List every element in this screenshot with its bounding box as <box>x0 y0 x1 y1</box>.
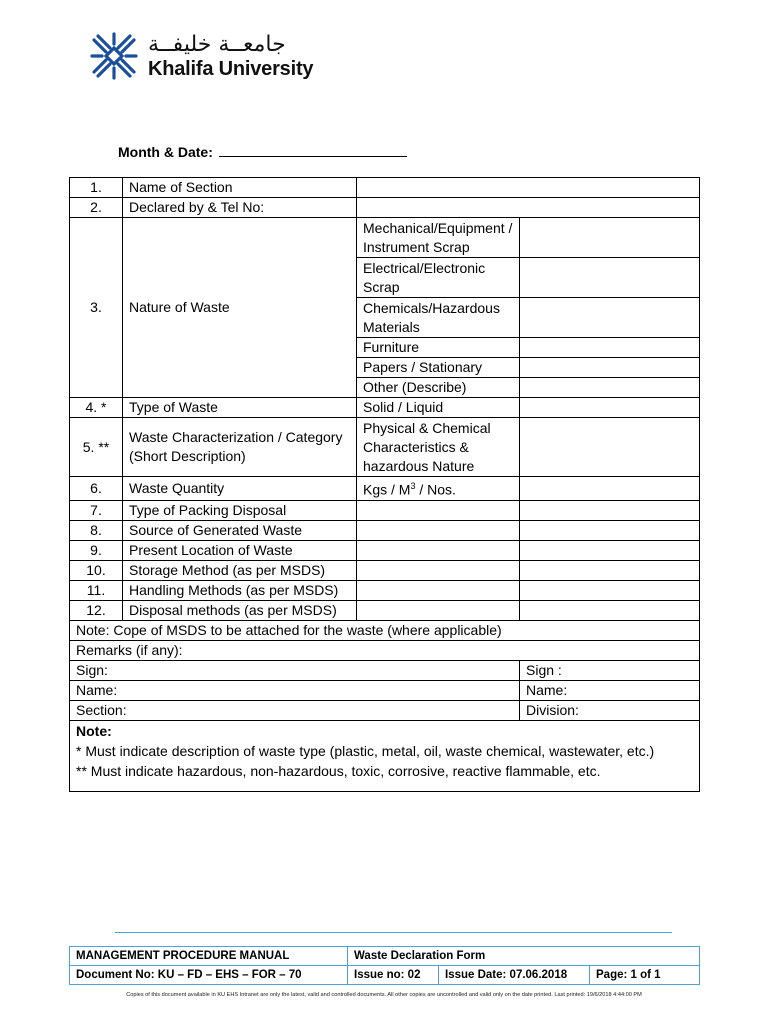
division-right[interactable]: Division: <box>520 700 700 720</box>
table-row <box>70 640 700 660</box>
disposal-input-extra[interactable] <box>520 600 700 620</box>
row-label: Handling Methods (as per MSDS) <box>123 580 357 600</box>
notes-line-1: * Must indicate description of waste type (plastic, metal, oil, waste chemical, wastewater, etc.) <box>76 742 655 759</box>
table-row <box>70 580 700 600</box>
row-label: Name of Section <box>123 178 357 198</box>
row-value: Kgs / $M^3$ / Nos. <box>357 477 520 501</box>
row-number: 2. <box>70 198 123 218</box>
sign-right[interactable]: Sign : <box>520 660 700 680</box>
row-label: Waste Quantity <box>123 477 357 501</box>
footer-form-title: Waste Declaration Form <box>348 947 700 966</box>
waste-option: Electrical/Electronic Scrap <box>357 258 520 298</box>
row-number: 8. <box>70 520 123 540</box>
logo-arabic-text: جامعــة خليفــة <box>148 32 286 57</box>
source-input[interactable] <box>357 520 520 540</box>
handling-input-extra[interactable] <box>520 580 700 600</box>
declared-by-input[interactable] <box>357 198 700 218</box>
table-row <box>70 520 700 540</box>
table-row <box>70 700 700 720</box>
table-row <box>70 500 700 520</box>
row-label: Declared by & Tel No: <box>123 198 357 218</box>
footer-page: Page: 1 of 1 <box>590 966 700 985</box>
table-row <box>70 540 700 560</box>
khalifa-university-logo <box>88 30 328 86</box>
footer-issue-no: Issue no: 02 <box>348 966 439 985</box>
notes-line-2: ** Must indicate hazardous, non-hazardous, toxic, corrosive, reactive flammable, etc. <box>76 762 601 779</box>
footer-manual: MANAGEMENT PROCEDURE MANUAL <box>70 947 348 966</box>
packing-input-extra[interactable] <box>520 500 700 520</box>
waste-option: Furniture <box>357 338 520 358</box>
month-date-input[interactable] <box>219 144 407 157</box>
month-date-field <box>118 144 407 160</box>
notes-block <box>70 720 700 791</box>
location-input[interactable] <box>357 540 520 560</box>
table-row <box>70 600 700 620</box>
row-number: 1. <box>70 178 123 198</box>
waste-declaration-table <box>69 177 700 792</box>
waste-option: Papers / Stationary <box>357 358 520 378</box>
waste-option-input[interactable] <box>520 218 700 258</box>
section-name-input[interactable] <box>357 178 700 198</box>
row-number: 12. <box>70 600 123 620</box>
waste-option-input[interactable] <box>520 358 700 378</box>
table-row <box>70 178 700 198</box>
section-left[interactable]: Section: <box>70 700 520 720</box>
row-number: 11. <box>70 580 123 600</box>
row-number: 9. <box>70 540 123 560</box>
row-label: Present Location of Waste <box>123 540 357 560</box>
packing-input[interactable] <box>357 500 520 520</box>
waste-option-input[interactable] <box>520 298 700 338</box>
row-label: Storage Method (as per MSDS) <box>123 560 357 580</box>
waste-option-input[interactable] <box>520 258 700 298</box>
row-label: Source of Generated Waste <box>123 520 357 540</box>
table-row <box>70 680 700 700</box>
waste-option: Mechanical/Equipment / Instrument Scrap <box>357 218 520 258</box>
source-input-extra[interactable] <box>520 520 700 540</box>
month-date-label: Month & Date: <box>118 144 213 160</box>
row-label: Type of Waste <box>123 398 357 418</box>
row-label: Waste Characterization / Category (Short Description) <box>123 418 357 477</box>
name-right[interactable]: Name: <box>520 680 700 700</box>
table-row <box>70 198 700 218</box>
row-value: Solid / Liquid <box>357 398 520 418</box>
waste-option: Chemicals/Hazardous Materials <box>357 298 520 338</box>
table-row <box>70 620 700 640</box>
storage-input[interactable] <box>357 560 520 580</box>
handling-input[interactable] <box>357 580 520 600</box>
disposal-input[interactable] <box>357 600 520 620</box>
row-number: 3. <box>70 218 123 398</box>
characterization-input[interactable] <box>520 418 700 477</box>
sign-left[interactable]: Sign: <box>70 660 520 680</box>
row-label: Disposal methods (as per MSDS) <box>123 600 357 620</box>
row-number: 6. <box>70 477 123 501</box>
name-left[interactable]: Name: <box>70 680 520 700</box>
footer-document-no: Document No: KU – FD – EHS – FOR – 70 <box>70 966 348 985</box>
waste-option: Other (Describe) <box>357 378 520 398</box>
logo-mark-icon <box>88 30 140 82</box>
table-row <box>70 660 700 680</box>
notes-title: Note: <box>76 722 112 739</box>
table-row <box>70 720 700 791</box>
quantity-input[interactable] <box>520 477 700 501</box>
type-of-waste-input[interactable] <box>520 398 700 418</box>
row-number: 7. <box>70 500 123 520</box>
remarks-field[interactable]: Remarks (if any): <box>70 640 700 660</box>
table-row <box>70 477 700 501</box>
row-number: 10. <box>70 560 123 580</box>
row-label: Type of Packing Disposal <box>123 500 357 520</box>
table-row <box>70 418 700 477</box>
footer-fine-print: Copies of this document available in KU EHS Intranet are only the latest, valid and controlled documents. All other copies are uncontrolled and valid only on the date printed. Last printed: 19/6/2018 4:44:00 PM <box>126 992 642 998</box>
row-number: 4. * <box>70 398 123 418</box>
table-row <box>70 398 700 418</box>
footer-divider <box>115 932 672 933</box>
msds-note: Note: Cope of MSDS to be attached for the waste (where applicable) <box>70 620 700 640</box>
waste-option-input[interactable] <box>520 378 700 398</box>
storage-input-extra[interactable] <box>520 560 700 580</box>
row-value: Physical & Chemical Characteristics & hazardous Nature <box>357 418 520 477</box>
location-input-extra[interactable] <box>520 540 700 560</box>
footer-issue-date: Issue Date: 07.06.2018 <box>439 966 590 985</box>
table-row <box>70 218 700 258</box>
footer-table <box>69 946 700 985</box>
waste-option-input[interactable] <box>520 338 700 358</box>
logo-english-text: Khalifa University <box>148 58 314 80</box>
row-label: Nature of Waste <box>123 218 357 398</box>
table-row <box>70 560 700 580</box>
row-number: 5. ** <box>70 418 123 477</box>
